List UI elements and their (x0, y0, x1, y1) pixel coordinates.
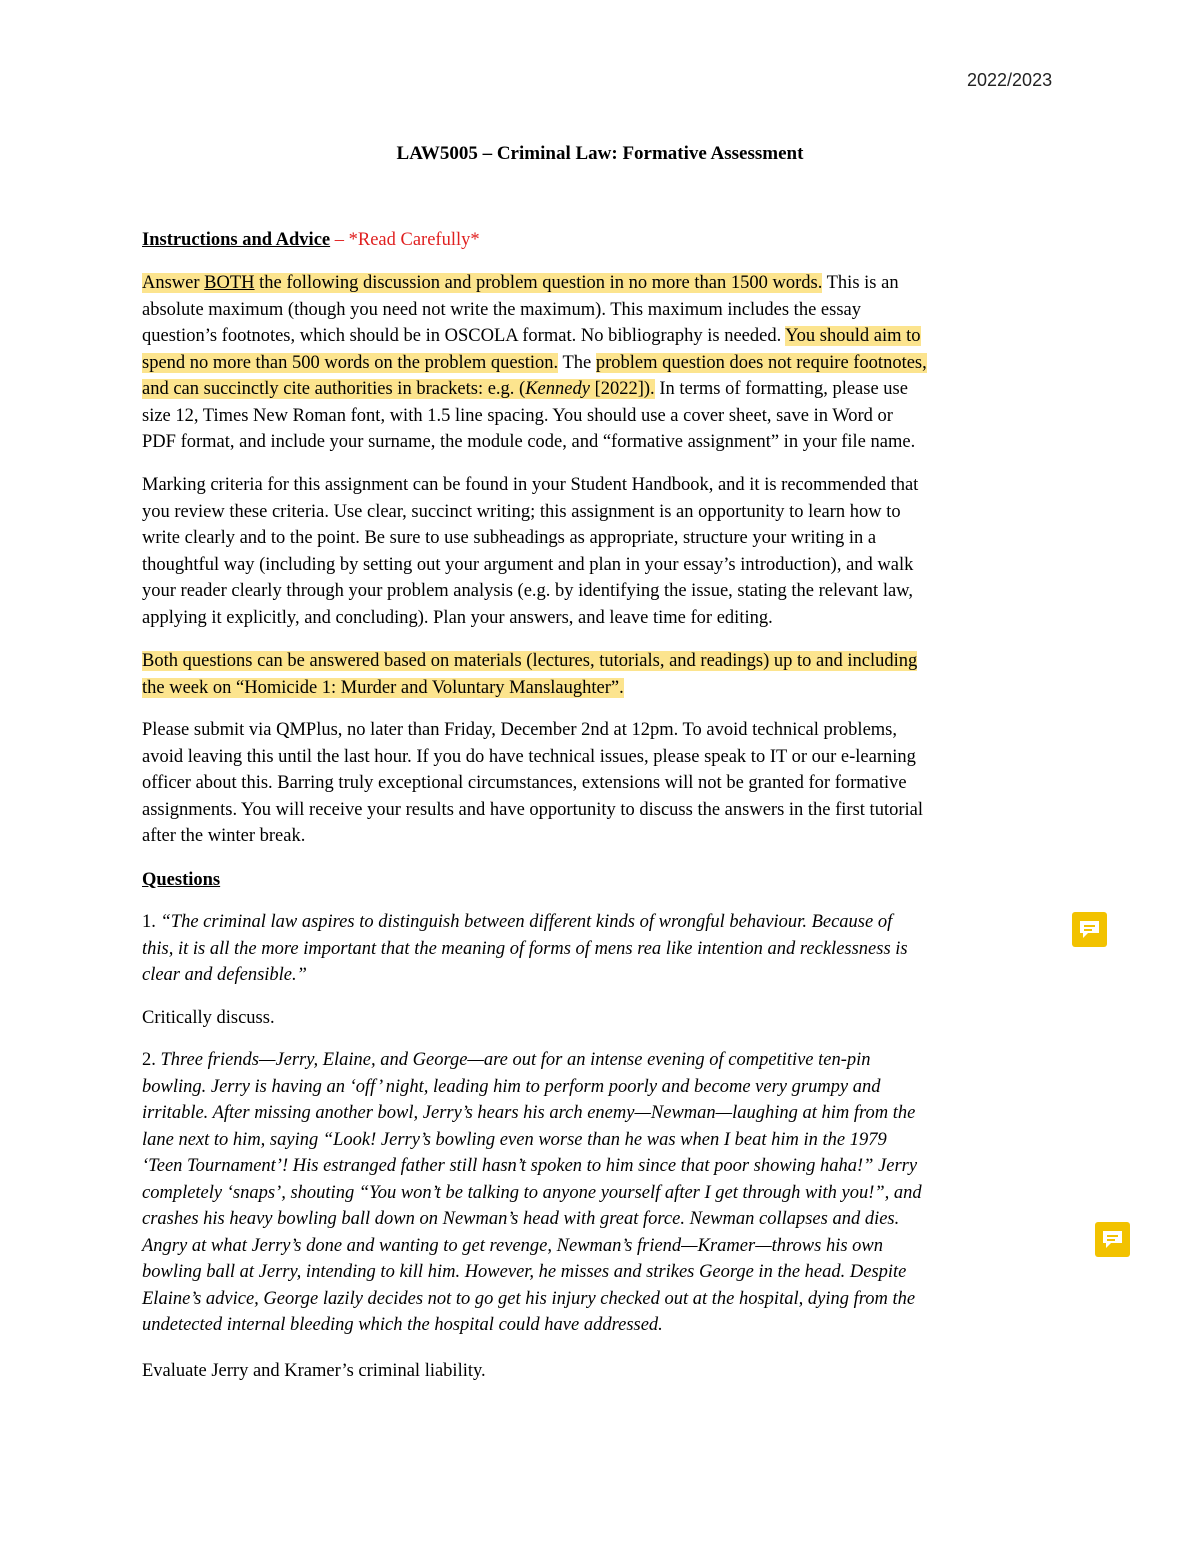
scenario-line: Three friends—Jerry, Elaine, and George—are out for an intense evening of competitive ten-pin (160, 1050, 871, 1070)
highlight-footnotes-cont[interactable] (142, 379, 655, 399)
paragraph-word-limit (142, 270, 1058, 456)
scenario-line: completely ‘snaps’, shouting “You won’t be talking to anyone yourself after I get through with you!”, and (142, 1182, 922, 1203)
text-line: absolute maximum (though you need not write the maximum). This maximum includes the essay (142, 299, 861, 320)
paragraph-submission (142, 717, 1058, 850)
question-number: 1. (142, 912, 161, 932)
academic-year: 2022/2023 (967, 70, 1053, 90)
text-line: assignments. You will receive your results and have opportunity to discuss the answers in the first tutorial (142, 799, 923, 820)
text-run: Answer (142, 273, 205, 293)
text-line: after the winter break. (142, 826, 306, 846)
quote-line: clear and defensible.” (142, 965, 307, 985)
highlight-word-limit[interactable] (142, 273, 822, 293)
highlight-materials[interactable]: Both questions can be answered based on materials (lectures, tutorials, and readings) up to and including (142, 651, 918, 671)
quote-line: this, it is all the more important that the meaning of forms of mens rea like intention and recklessness is (142, 938, 908, 959)
text-line: officer about this. Barring truly exceptional circumstances, extensions will not be granted for formative (142, 773, 907, 793)
text-line: size 12, Times New Roman font, with 1.5 line spacing. You should use a cover sheet, save in Word or (142, 405, 893, 426)
text-line: applying it explicitly, and concluding). Plan your answers, and leave time for editing. (142, 607, 773, 628)
scenario-line: lane next to him, saying “Look! Jerry’s bowling even worse than he was when I beat him in the 1979 (142, 1129, 887, 1150)
question-1 (142, 909, 1058, 989)
text-run: In terms of formatting, please use (654, 379, 908, 399)
text-line: your reader clearly through your problem analysis (e.g. by identifying the issue, stating the relevant law, (142, 581, 913, 601)
questions-heading: Questions (142, 870, 221, 890)
text-line: write clearly and to the point. Be sure to use subheadings as appropriate, structure your writing in a (142, 528, 877, 548)
text-run: and can succinctly cite authorities in brackets: e.g. ( (142, 379, 526, 399)
text-run-underlined: BOTH (204, 273, 255, 293)
text-line: thoughtful way (including by setting out your argument and plan in your essay’s introduction), and walk (142, 554, 914, 575)
scenario-line: undetected internal bleeding which the hospital could have addressed. (142, 1315, 663, 1335)
paragraph-marking-criteria (142, 472, 1058, 631)
read-carefully-warning: *Read Carefully* (348, 230, 480, 250)
quote-line: “The criminal law aspires to distinguish between different kinds of wrongful behaviour. Because of (160, 912, 893, 932)
text-run: question’s footnotes, which should be in OSCOLA format. No bibliography is needed. (142, 326, 786, 346)
scenario-line: crashes his heavy bowling ball down on Newman’s head with great force. Newman collapses and dies. (142, 1209, 900, 1229)
highlight-aim-cont[interactable]: spend no more than 500 words on the problem question. (142, 352, 559, 373)
highlight-footnotes[interactable]: problem question does not require footnotes, (595, 352, 927, 373)
comment-icon[interactable] (1095, 1222, 1130, 1257)
text-line: you review these criteria. Use clear, succinct writing; this assignment is an opportunity to learn how to (142, 501, 901, 522)
text-line: PDF format, and include your surname, the module code, and “formative assignment” in your file name. (142, 432, 916, 452)
text-line: Please submit via QMPlus, no later than Friday, December 2nd at 12pm. To avoid technical problems, (142, 720, 897, 740)
text-line: avoid leaving this until the last hour. If you do have technical issues, please speak to IT or our e-learning (142, 746, 916, 767)
comment-icon[interactable] (1072, 912, 1107, 947)
highlight-aim[interactable]: You should aim to (785, 326, 921, 346)
text-run: [2022]). (589, 379, 655, 399)
question-2-prompt: Evaluate Jerry and Kramer’s criminal liability. (142, 1361, 486, 1381)
document-title: LAW5005 – Criminal Law: Formative Assessment (396, 143, 804, 164)
heading-dash: – (330, 230, 349, 250)
question-1-prompt: Critically discuss. (142, 1008, 275, 1028)
paragraph-materials (142, 648, 1058, 701)
scenario-line: Angry at what Jerry’s done and wanting to get revenge, Newman’s friend—Kramer—throws his own (142, 1235, 884, 1256)
scenario-line: ‘Teen Tournament’! His estranged father still hasn’t spoken to him since that poor showing haha!” Jerry (142, 1156, 918, 1176)
question-number: 2. (142, 1050, 161, 1070)
scenario-line: irritable. After missing another bowl, Jerry’s hears his arch enemy—Newman—laughing at him from the (142, 1103, 916, 1123)
instructions-heading-line (142, 227, 1058, 254)
text-run: This is an (822, 273, 899, 293)
highlight-materials-cont[interactable]: the week on “Homicide 1: Murder and Voluntary Manslaughter”. (142, 677, 624, 698)
instructions-heading: Instructions and Advice (142, 230, 331, 250)
text-run: the following discussion and problem question in no more than 1500 words. (254, 273, 823, 293)
scenario-line: bowling ball at Jerry, intending to kill him. However, he misses and strikes George in the head. Despite (142, 1262, 907, 1282)
case-name: Kennedy (525, 379, 590, 399)
question-2 (142, 1047, 1058, 1339)
text-run: The (558, 352, 596, 373)
text-line: Marking criteria for this assignment can be found in your Student Handbook, and it is recommended that (142, 475, 919, 495)
scenario-line: Elaine’s advice, George lazily decides not to go get his injury checked out at the hospital, dying from the (142, 1288, 916, 1309)
scenario-line: bowling. Jerry is having an ‘off’ night, leading him to perform poorly and become very grumpy and (142, 1076, 881, 1097)
